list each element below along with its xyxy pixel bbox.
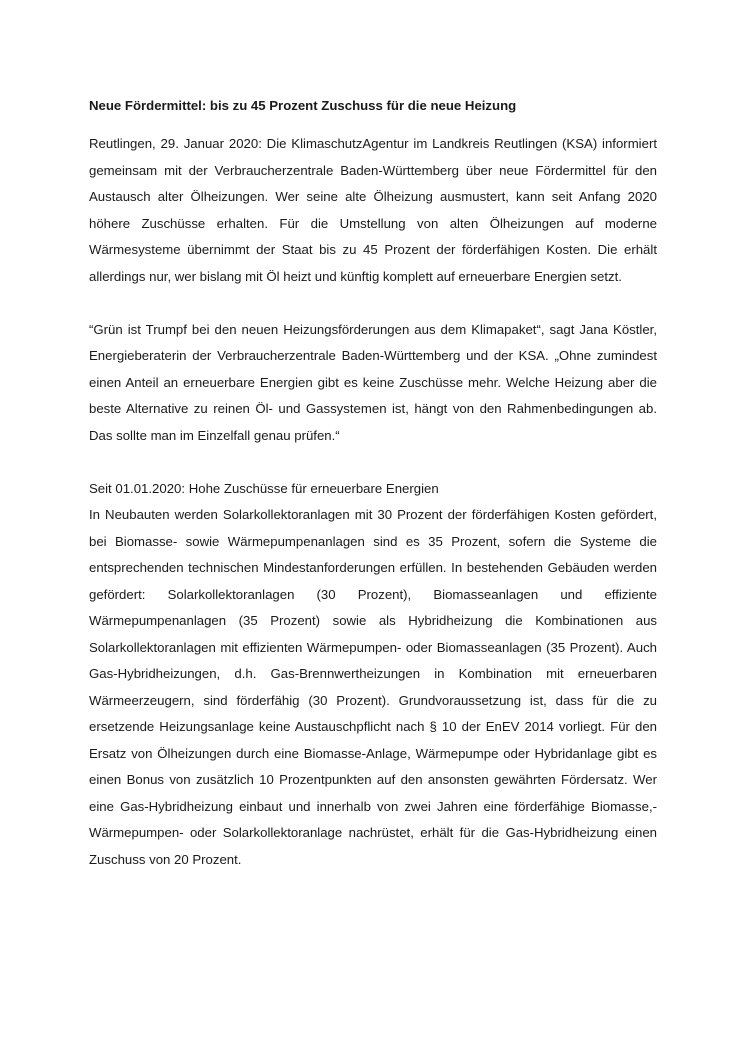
section-body: In Neubauten werden Solarkollektoranlagen mit 30 Prozent der förderfähigen Kosten gefördert, bei Biomasse- sowie Wärmepumpenanlagen sind es 35 Prozent, sofern die Systeme die entsprechenden technischen Mindestanforderungen erfüllen. In bestehenden Gebäuden werden gefördert: Solarkollektoranlagen (30 Prozent), Biomasseanlagen und effiziente Wärmepumpenanlagen (35 Prozent) sowie als Hybridheizung die Kombinationen aus Solarkollektoranlagen mit effizienten Wärmepumpen- oder Biomasseanlagen (35 Prozent). Auch Gas-Hybridheizungen, d.h. Gas-Brennwertheizungen in Kombination mit erneuerbaren Wärmeerzeugern, sind förderfähig (30 Prozent). Grundvoraussetzung ist, dass für die zu ersetzende Heizungsanlage keine Austauschpflicht nach § 10 der EnEV 2014 vorliegt. Für den Ersatz von Ölheizungen durch eine Biomasse-Anlage, Wärmepumpe oder Hybridanlage gibt es einen Bonus von zusätzlich 10 Prozentpunkten auf den ansonsten gewährten Fördersatz. Wer eine Gas-Hybridheizung einbaut und innerhalb von zwei Jahren eine förderfähige Biomasse,- Wärmepumpen- oder Solarkollektoranlage nachrüstet, erhält für die Gas-Hybridheizung einen Zuschuss von 20 Prozent. [89, 507, 657, 867]
section-heading: Seit 01.01.2020: Hohe Zuschüsse für erneuerbare Energien [89, 480, 439, 496]
document-page [89, 97, 657, 873]
quote-paragraph: “Grün ist Trumpf bei den neuen Heizungsförderungen aus dem Klimapaket“, sagt Jana Köstler, Energieberaterin der Verbraucherzentrale Baden-Württemberg und der KSA. „Ohne zumindest einen Anteil an erneuerbare Energien gibt es keine Zuschüsse mehr. Welche Heizung aber die beste Alternative zu reinen Öl- und Gassystemen ist, hängt von den Rahmenbedingungen ab. Das sollte man im Einzelfall genau prüfen.“ [89, 321, 657, 443]
intro-paragraph: Reutlingen, 29. Januar 2020: Die KlimaschutzAgentur im Landkreis Reutlingen (KSA) informiert gemeinsam mit der Verbraucherzentrale Baden-Württemberg über neue Fördermittel für den Austausch alter Ölheizungen. Wer seine alte Ölheizung ausmustert, kann seit Anfang 2020 höhere Zuschüsse erhalten. Für die Umstellung von alten Ölheizungen auf moderne Wärmesysteme übernimmt der Staat bis zu 45 Prozent der förderfähigen Kosten. Die erhält allerdings nur, wer bislang mit Öl heizt und künftig komplett auf erneuerbare Energien setzt. [89, 136, 657, 284]
document-title: Neue Fördermittel: bis zu 45 Prozent Zuschuss für die neue Heizung [89, 98, 517, 113]
